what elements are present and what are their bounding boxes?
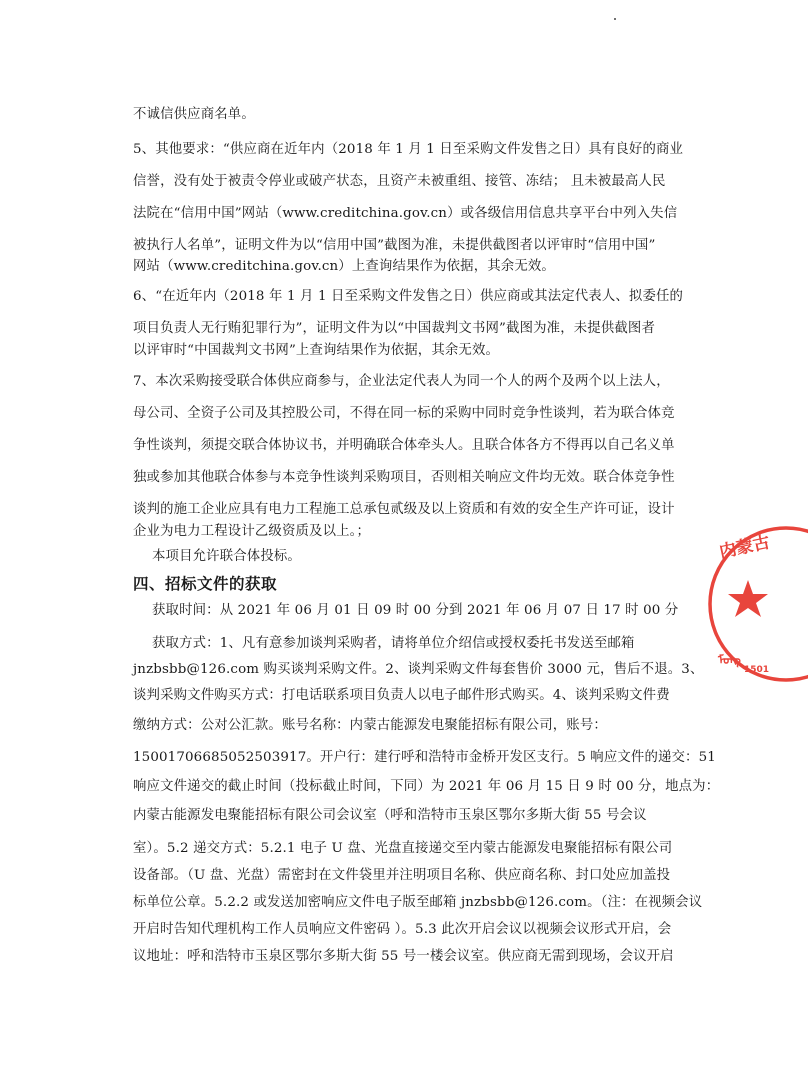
text-line: 缴纳方式：公对公汇款。账号名称：内蒙古能源发电聚能招标有限公司，账号： bbox=[133, 718, 607, 733]
text-line: 信誉，没有处于被责令停业或破产状态，且资产未被重组、接管、冻结； 且未被最高人民 bbox=[133, 174, 666, 189]
company-seal bbox=[708, 522, 808, 682]
seal-text-top: 内蒙古 bbox=[717, 532, 772, 563]
text-line: jnzbsbb@126.com 购买谈判采购文件。2、谈判采购文件每套售价 3000 元，售后不退。3、 bbox=[133, 662, 704, 677]
text-line: 内蒙古能源发电聚能招标有限公司会议室（呼和浩特市玉泉区鄂尔多斯大街 55 号会议 bbox=[133, 808, 647, 823]
text-line: 本项目允许联合体投标。 bbox=[152, 549, 301, 564]
text-line: 15001706685052503917。开户行：建行呼和浩特市金桥开发区支行。5 响应文件的递交：51 bbox=[133, 750, 716, 765]
seal-graphic bbox=[708, 522, 808, 682]
text-line: 谈判采购文件购买方式：打电话联系项目负责人以电子邮件形式购买。4、谈判采购文件费 bbox=[133, 688, 670, 703]
text-line: 室）。5.2 递交方式：5.2.1 电子 U 盘、光盘直接递交至内蒙古能源发电聚能招标有限公司 bbox=[133, 841, 673, 856]
text-line: 企业为电力工程设计乙级资质及以上。； bbox=[133, 524, 371, 539]
text-line: 开启时告知代理机构工作人员响应文件密码 ）。5.3 此次开启会议以视频会议形式开启，会 bbox=[133, 922, 672, 937]
section-heading: 四、招标文件的获取 bbox=[133, 575, 278, 593]
text-line: 网站（www.creditchina.gov.cn）上查询结果作为依据，其余无效。 bbox=[133, 259, 555, 274]
text-line: 以评审时“中国裁判文书网”上查询结果作为依据，其余无效。 bbox=[133, 343, 500, 358]
text-line: 标单位公章。5.2.2 或发送加密响应文件电子版至邮箱 jnzbsbb@126.com。（注：在视频会议 bbox=[133, 895, 703, 910]
text-line: 谈判的施工企业应具有电力工程施工总承包贰级及以上资质和有效的安全生产许可证，设计 bbox=[133, 502, 675, 517]
text-line: 6、“在近年内（2018 年 1 月 1 日至采购文件发售之日）供应商或其法定代表人、拟委任的 bbox=[133, 289, 684, 304]
text-line: 获取方式：1、凡有意参加谈判采购者，请将单位介绍信或授权委托书发送至邮箱 bbox=[152, 636, 635, 651]
text-line: 5、其他要求：“供应商在近年内（2018 年 1 月 1 日至采购文件发售之日）具有良好的商业 bbox=[133, 142, 684, 157]
text-line: 项目负责人无行贿犯罪行为”，证明文件为以“中国裁判文书网”截图为准，未提供截图者 bbox=[133, 321, 655, 336]
text-line: 设备部。（U 盘、光盘）需密封在文件袋里并注明项目名称、供应商名称、封口处应加盖投 bbox=[133, 868, 671, 883]
text-line: 独或参加其他联合体参与本竞争性谈判采购项目，否则相关响应文件均无效。联合体竞争性 bbox=[133, 470, 675, 485]
seal-script: ᠮᠣᠩ bbox=[718, 653, 741, 667]
text-line: 响应文件递交的截止时间（投标截止时间，下同）为 2021 年 06 月 15 日 9 时 00 分，地点为： bbox=[133, 779, 720, 794]
text-line: 不诚信供应商名单。 bbox=[133, 107, 255, 122]
text-line: 议地址：呼和浩特市玉泉区鄂尔多斯大街 55 号一楼会议室。供应商无需到现场，会议开启 bbox=[133, 949, 674, 964]
seal-number: 1501 bbox=[744, 665, 770, 675]
text-line: 法院在“信用中国”网站（www.creditchina.gov.cn）或各级信用信息共享平台中列入失信 bbox=[133, 206, 678, 221]
text-line: 获取时间：从 2021 年 06 月 01 日 09 时 00 分到 2021 年 06 月 07 日 17 时 00 分 bbox=[152, 603, 679, 618]
text-line: 争性谈判，须提交联合体协议书，并明确联合体牵头人。且联合体各方不得再以自己名义单 bbox=[133, 438, 675, 453]
text-line: 母公司、全资子公司及其控股公司，不得在同一标的采购中同时竞争性谈判，若为联合体竞 bbox=[133, 406, 675, 421]
text-line: 7、本次采购接受联合体供应商参与，企业法定代表人为同一个人的两个及两个以上法人， bbox=[133, 374, 670, 389]
seal-star-icon bbox=[728, 580, 768, 617]
scan-speck bbox=[614, 18, 616, 20]
text-line: 被执行人名单”，证明文件为以“信用中国”截图为准，未提供截图者以评审时“信用中国” bbox=[133, 238, 656, 253]
